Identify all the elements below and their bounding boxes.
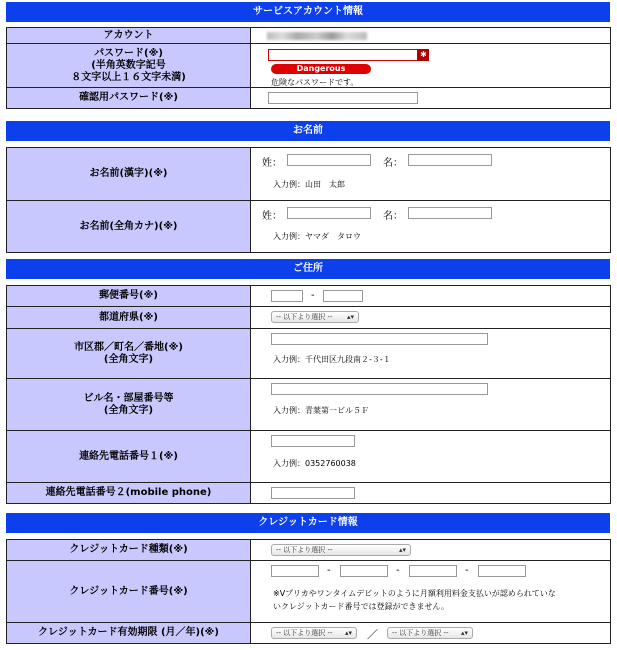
name-kanji-mei-label: 名： bbox=[383, 158, 403, 169]
select-arrows-icon: ▴▾ bbox=[346, 313, 354, 321]
card-number-input-4[interactable] bbox=[478, 565, 526, 577]
name-kanji-mei-input[interactable] bbox=[408, 154, 492, 166]
select-arrows-icon: ▴▾ bbox=[460, 629, 468, 637]
card-number-separator-2: - bbox=[396, 565, 400, 576]
card-number-note: ※Vプリカやワンタイムデビットのように月額利用料金支払いが認められていな いクレジットカード番号では登録ができません。 bbox=[273, 589, 556, 611]
account-label: アカウント bbox=[7, 28, 251, 44]
card-number-input-3[interactable] bbox=[409, 565, 457, 577]
zip-label: 郵便番号(※) bbox=[7, 286, 251, 307]
card-number-input-1[interactable] bbox=[271, 565, 319, 577]
confirm-password-label: 確認用パスワード(※) bbox=[7, 88, 251, 109]
name-kanji-sei-input[interactable] bbox=[287, 154, 371, 166]
service-account-table bbox=[6, 27, 611, 109]
phone2-label: 連絡先電話番号２(mobile phone) bbox=[7, 483, 251, 504]
card-expiry-year-select[interactable]: -- 以下より選択 -- ▴▾ bbox=[387, 627, 473, 639]
select-arrows-icon: ▴▾ bbox=[344, 629, 352, 637]
password-label: パスワード(※) (半角英数字記号 ８文字以上１６文字未満) bbox=[7, 44, 251, 88]
zip-input-2[interactable] bbox=[323, 290, 363, 302]
phone1-input[interactable] bbox=[271, 435, 355, 447]
section-header-service-account: サービスアカウント情報 bbox=[6, 2, 610, 22]
building-label: ビル名・部屋番号等 (全角文字) bbox=[7, 379, 251, 431]
phone2-input[interactable] bbox=[271, 487, 355, 499]
card-type-label: クレジットカード種類(※) bbox=[7, 540, 251, 561]
card-type-select[interactable]: -- 以下より選択 -- ▴▾ bbox=[271, 544, 411, 556]
card-number-separator-3: - bbox=[465, 565, 469, 576]
zip-input-1[interactable] bbox=[271, 290, 303, 302]
error-marker-icon: ✱ bbox=[418, 49, 429, 61]
confirm-password-input[interactable] bbox=[268, 92, 418, 104]
name-table bbox=[6, 147, 611, 253]
name-kana-label: お名前(全角カナ)(※) bbox=[7, 201, 251, 253]
name-kana-mei-input[interactable] bbox=[408, 207, 492, 219]
credit-card-table bbox=[6, 539, 611, 644]
card-expiry-separator: ／ bbox=[367, 628, 378, 641]
phone1-label: 連絡先電話番号１(※) bbox=[7, 431, 251, 483]
prefecture-select[interactable]: -- 以下より選択 -- ▴▾ bbox=[271, 311, 359, 323]
card-number-separator-1: - bbox=[327, 565, 331, 576]
select-arrows-icon: ▴▾ bbox=[398, 546, 406, 554]
name-kanji-example: 入力例：山田 太郎 bbox=[273, 180, 345, 189]
password-strength-message: 危険なパスワードです。 bbox=[271, 78, 359, 87]
card-number-input-2[interactable] bbox=[340, 565, 388, 577]
name-kana-sei-input[interactable] bbox=[287, 207, 371, 219]
phone1-example: 入力例：0352760038 bbox=[273, 459, 356, 468]
building-input[interactable] bbox=[271, 383, 488, 395]
account-value-blurred bbox=[267, 32, 367, 40]
name-kana-example: 入力例：ヤマダ タロウ bbox=[273, 232, 361, 241]
name-kana-mei-label: 名： bbox=[383, 211, 403, 222]
password-input[interactable] bbox=[268, 49, 418, 61]
name-kana-sei-label: 姓： bbox=[262, 211, 282, 222]
zip-separator: - bbox=[311, 290, 315, 301]
name-kanji-sei-label: 姓： bbox=[262, 158, 282, 169]
password-strength-badge: Dangerous bbox=[271, 64, 371, 74]
city-example: 入力例：千代田区九段南２-３-１ bbox=[273, 355, 391, 364]
section-header-name: お名前 bbox=[6, 121, 610, 141]
section-header-credit-card: クレジットカード情報 bbox=[6, 513, 610, 533]
name-kanji-label: お名前(漢字)(※) bbox=[7, 148, 251, 201]
city-label: 市区郡／町名／番地(※) (全角文字) bbox=[7, 329, 251, 379]
card-expiry-month-select[interactable]: -- 以下より選択 -- ▴▾ bbox=[271, 627, 357, 639]
card-expiry-label: クレジットカード有効期限 (月／年)(※) bbox=[7, 623, 251, 644]
building-example: 入力例：青葉第一ビル５Ｆ bbox=[273, 406, 369, 415]
prefecture-label: 都道府県(※) bbox=[7, 307, 251, 329]
address-table bbox=[6, 285, 611, 504]
section-header-address: ご住所 bbox=[6, 259, 610, 279]
card-number-label: クレジットカード番号(※) bbox=[7, 561, 251, 623]
city-input[interactable] bbox=[271, 333, 488, 345]
